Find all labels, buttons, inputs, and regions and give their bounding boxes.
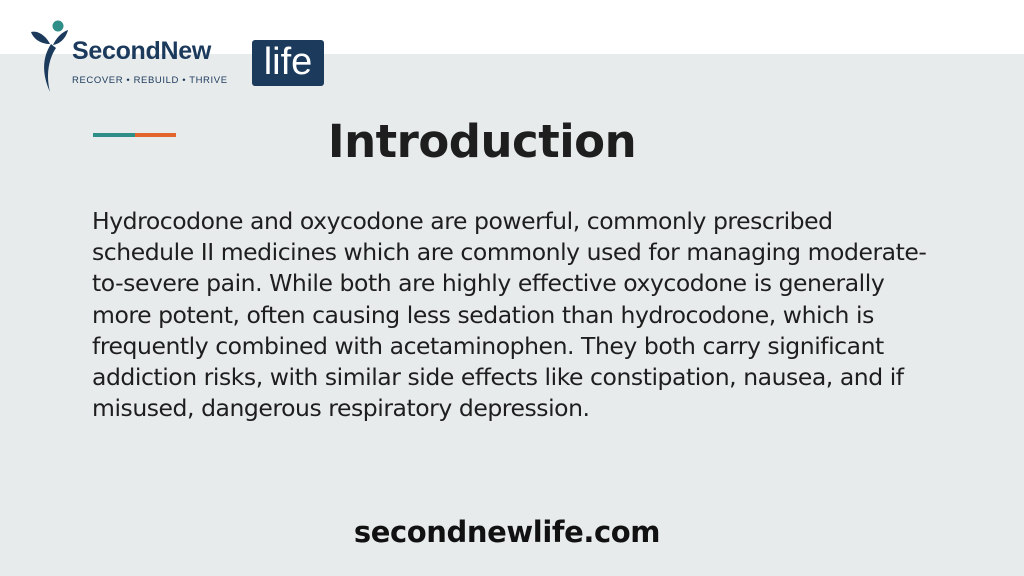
logo-brand-name: SecondNew [72, 37, 211, 65]
logo-tagline: RECOVER • REBUILD • THRIVE [72, 75, 228, 86]
website-url: secondnewlife.com [353, 515, 661, 549]
slide-body-paragraph: Hydrocodone and oxycodone are powerful, commonly prescribed schedule II medicines which are commonly used for managing moderate-to-severe pain. While both are highly effective oxycodone is generally more potent, often causing less sedation than hydrocodone, which is frequently combined with acetaminophen. They both carry significant addiction risks, with similar side effects like constipation, nausea, and if misused, dangerous respiratory depression. [92, 207, 927, 423]
slide-title: Introduction [327, 115, 637, 168]
person-figure-leaves-icon [28, 18, 72, 94]
logo [28, 18, 328, 94]
logo-brand-box: life [252, 40, 324, 86]
